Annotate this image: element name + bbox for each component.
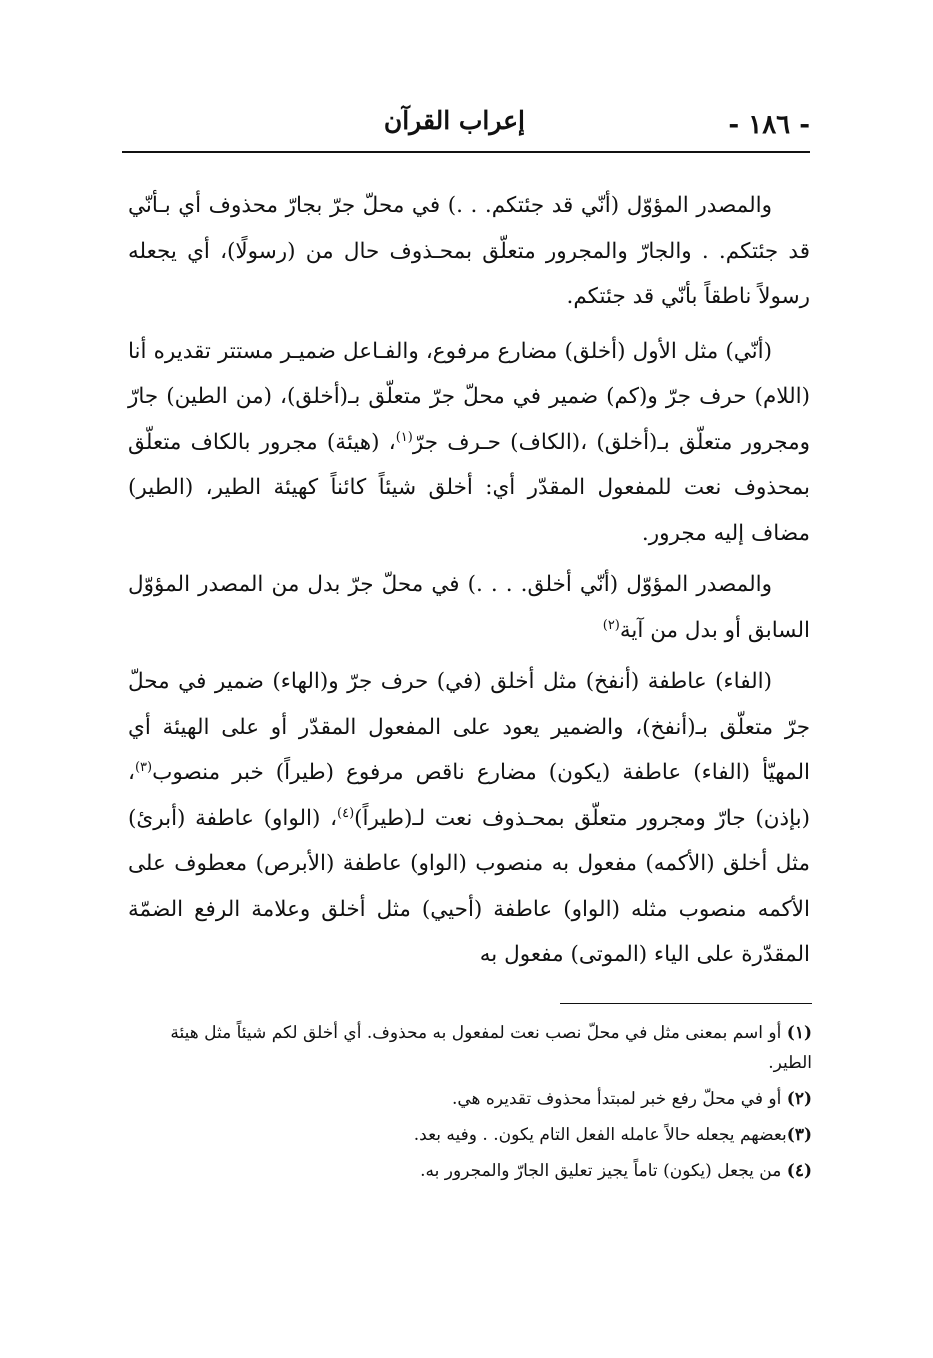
footnote-3 (140, 1120, 812, 1150)
paragraph-1: والمصدر المؤوّل (أنّي قد جئتكم. . .) في محلّ جرّ بجارّ محذوف أي بـأنّي قد جئتكم. . والجارّ والمجرور متعلّق بمحـذوف حال من (رسولًا)، أي يجعله رسولاً ناطقاً بأنّي قد جئتكم. (128, 193, 810, 309)
footnote-number: (٢) (786, 1089, 812, 1109)
paragraph-4-part-a: (الفاء) عاطفة (أنفخ) مثل أخلق (في) حرف جرّ و(الهاء) ضمير في محلّ جرّ متعلّق بـ(أنفخ)، والضمير يعود على المفعول المقدّر أو على الهيئة أي المهيّأ (الفاء) عاطفة (يكون) مضارع ناقص مرفوع (طيراً) خبر منصوب (128, 669, 810, 785)
footnote-number: (٣) (786, 1125, 812, 1145)
footnote-ref-3[interactable]: (٣) (134, 759, 153, 775)
paragraph-4-part-b: ، (بإذن) جارّ ومجرور متعلّق بمحـذوف نعت لـ(طيراً) (128, 760, 810, 831)
footnote-number: (١) (786, 1023, 812, 1043)
running-title: إعراب القرآن (383, 106, 525, 135)
page-header (122, 106, 810, 150)
footnote-text: بعضهم يجعله حالاً عامله الفعل التام يكون. . وفيه بعد. (413, 1125, 787, 1145)
footnote-rule (560, 1003, 812, 1004)
footnote-number: (٤) (786, 1161, 812, 1181)
footnote-4 (140, 1156, 812, 1186)
footnote-ref-4[interactable]: (٤) (337, 805, 355, 821)
paragraph-2 (128, 329, 810, 557)
footnote-ref-1[interactable]: (١) (395, 429, 413, 445)
footnote-text: أو اسم بمعنى مثل في محلّ نصب نعت لمفعول به محذوف. أي أخلق لكم شيئاً مثل هيئة الطير. (170, 1023, 812, 1073)
footnote-text: أو في محلّ رفع خبر لمبتدأ محذوف تقديره هي. (451, 1089, 782, 1109)
main-text (128, 183, 810, 987)
page-number: - ١٨٦ - (728, 110, 810, 140)
paragraph-3-text: والمصدر المؤوّل (أنّي أخلق. . . .) في محلّ جرّ بدل من المصدر المؤوّل السابق أو بدل من آية (128, 572, 810, 643)
footnotes (140, 1018, 812, 1192)
footnote-ref-2[interactable]: (٢) (602, 617, 620, 633)
footnote-text: من يجعل (يكون) تاماً يجيز تعليق الجارّ والمجرور به. (420, 1161, 782, 1181)
paragraph-4-part-c: ، (الواو) عاطفة (أبرئ) مثل أخلق (الأكمه) مفعول به منصوب (الواو) عاطفة (الأبرص) معطوف على الأكمه منصوب مثله (الواو) عاطفة (أحيي) مثل أخلق وعلامة الرفع الضمّة المقدّرة على الياء (الموتى) مفعول به (128, 805, 810, 967)
paragraph-3 (128, 562, 810, 653)
header-rule (122, 151, 810, 153)
footnote-2 (140, 1084, 812, 1114)
paragraph-4 (128, 659, 810, 978)
paragraph-2-part-b: ، (هيئة) مجرور بالكاف متعلّق بمحذوف نعت للمفعول المقدّر أي: أخلق شيئاً كائناً كهيئة الطير، (الطير) مضاف إليه مجرور. (128, 429, 810, 546)
footnote-1 (140, 1018, 812, 1078)
paragraph-2-part-a: (أنّي) مثل الأول (أخلق) مضارع مرفوع، والفـاعل ضميـر مستتر تقديره أنا (اللام) حرف جرّ و(كم) ضمير في محلّ جرّ متعلّق بـ(أخلق)، (من الطين) جارّ ومجرور متعلّق بـ(أخلق) ،(الكاف) حـرف جرّ (128, 338, 811, 455)
